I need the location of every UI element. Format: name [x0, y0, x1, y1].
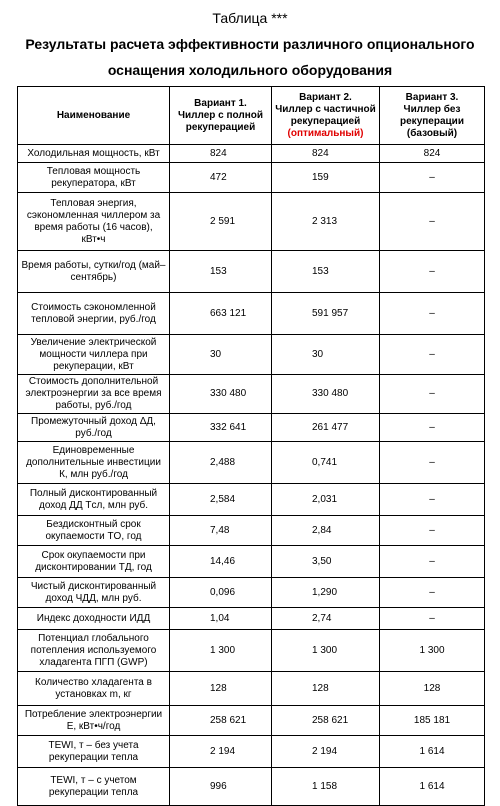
header-variant-1-line-3: рекуперацией [185, 121, 256, 133]
header-variant-2 [272, 87, 380, 145]
table-row [18, 442, 485, 484]
row-variant-2-cell: 2,031 [272, 484, 380, 516]
row-name-cell: Чистый дисконтированный доход ЧДД, млн руб. [18, 578, 170, 608]
row-name-cell: Время работы, сутки/год (май–сентябрь) [18, 251, 170, 293]
table-row [18, 608, 485, 630]
row-variant-3-cell: 1 300 [380, 630, 485, 672]
header-name: Наименование [18, 87, 170, 145]
header-variant-1-line-1: Вариант 1. [194, 97, 247, 109]
table-row [18, 293, 485, 335]
row-variant-2-cell: 258 621 [272, 706, 380, 736]
row-name-cell: Тепловая мощность рекуператора, кВт [18, 163, 170, 193]
row-variant-3-cell: – [380, 608, 485, 630]
table-row [18, 414, 485, 442]
header-variant-1 [170, 87, 272, 145]
row-variant-3-cell: – [380, 293, 485, 335]
header-variant-2-optimal-note: (оптимальный) [287, 127, 364, 139]
row-name-cell: TEWI, т – без учета рекуперации тепла [18, 736, 170, 768]
row-variant-1-cell: 824 [170, 145, 272, 163]
row-variant-1-cell: 663 121 [170, 293, 272, 335]
row-variant-2-cell: 2,84 [272, 516, 380, 546]
row-name-cell: Промежуточный доход ΔД, руб./год [18, 414, 170, 442]
row-variant-1-cell: 2,584 [170, 484, 272, 516]
row-variant-3-cell: – [380, 251, 485, 293]
row-variant-3-cell: – [380, 546, 485, 578]
row-variant-1-cell: 472 [170, 163, 272, 193]
row-variant-2-cell: 128 [272, 672, 380, 706]
row-variant-2-cell: 1 158 [272, 768, 380, 806]
header-variant-3-line-2: Чиллер без [403, 103, 461, 115]
table-row [18, 145, 485, 163]
row-variant-2-cell: 1 300 [272, 630, 380, 672]
row-variant-2-cell: 153 [272, 251, 380, 293]
row-variant-1-cell: 1 300 [170, 630, 272, 672]
table-row [18, 516, 485, 546]
row-variant-3-cell: – [380, 193, 485, 251]
row-variant-3-cell: – [380, 516, 485, 546]
row-variant-2-cell: 30 [272, 335, 380, 375]
row-variant-1-cell: 1,04 [170, 608, 272, 630]
row-variant-3-cell: 128 [380, 672, 485, 706]
row-variant-3-cell: 1 614 [380, 736, 485, 768]
row-name-cell: Индекс доходности ИДД [18, 608, 170, 630]
row-variant-1-cell: 7,48 [170, 516, 272, 546]
row-variant-1-cell: 258 621 [170, 706, 272, 736]
row-variant-2-cell: 2,74 [272, 608, 380, 630]
table-row [18, 193, 485, 251]
table-row [18, 484, 485, 516]
row-variant-2-cell: 159 [272, 163, 380, 193]
row-name-cell: Тепловая энергия, сэкономленная чиллером за время работы (16 часов), кВт•ч [18, 193, 170, 251]
row-variant-2-cell: 0,741 [272, 442, 380, 484]
row-variant-3-cell: 824 [380, 145, 485, 163]
row-name-cell: TEWI, т – с учетом рекуперации тепла [18, 768, 170, 806]
table-row [18, 375, 485, 414]
row-variant-1-cell: 2 194 [170, 736, 272, 768]
table-title-line-1: Результаты расчета эффективности различного опционального [25, 36, 475, 52]
row-variant-2-cell: 824 [272, 145, 380, 163]
row-variant-3-cell: 1 614 [380, 768, 485, 806]
row-name-cell: Стоимость дополнительной электроэнергии за все время работы, руб./год [18, 375, 170, 414]
header-variant-3-line-1: Вариант 3. [405, 91, 459, 103]
row-variant-1-cell: 153 [170, 251, 272, 293]
row-variant-2-cell: 1,290 [272, 578, 380, 608]
row-name-cell: Увеличение электрической мощности чиллера при рекуперации, кВт [18, 335, 170, 375]
row-variant-1-cell: 996 [170, 768, 272, 806]
row-name-cell: Бездисконтный срок окупаемости TО, год [18, 516, 170, 546]
header-variant-3 [380, 87, 485, 145]
header-variant-3-line-4: (базовый) [406, 127, 458, 139]
row-variant-3-cell: – [380, 414, 485, 442]
header-variant-2-line-1: Вариант 2. [299, 91, 352, 103]
row-name-cell: Холодильная мощность, кВт [18, 145, 170, 163]
row-variant-3-cell: – [380, 578, 485, 608]
results-body [18, 145, 485, 806]
header-variant-3-line-3: рекуперации [400, 115, 464, 127]
row-variant-3-cell: – [380, 335, 485, 375]
header-variant-1-line-2: Чиллер с полной [177, 109, 264, 121]
row-variant-2-cell: 261 477 [272, 414, 380, 442]
row-variant-3-cell: – [380, 484, 485, 516]
row-name-cell: Потребление электроэнергии E, кВт•ч/год [18, 706, 170, 736]
header-row [18, 87, 485, 145]
row-variant-3-cell: 185 181 [380, 706, 485, 736]
row-variant-1-cell: 330 480 [170, 375, 272, 414]
row-name-cell: Потенциал глобального потепления используемого хладагента ПГП (GWP) [18, 630, 170, 672]
header-variant-2-line-2: Чиллер с частичной [275, 103, 376, 115]
row-variant-3-cell: – [380, 163, 485, 193]
table-row [18, 578, 485, 608]
table-row [18, 768, 485, 806]
table-row [18, 736, 485, 768]
row-name-cell: Полный дисконтированный доход ДД Tсл, млн руб. [18, 484, 170, 516]
header-variant-2-line-3: рекуперацией [290, 115, 361, 127]
row-name-cell: Единовременные дополнительные инвестиции К, млн руб./год [18, 442, 170, 484]
table-title-line-2: оснащения холодильного оборудования [107, 62, 393, 78]
row-variant-2-cell: 2 194 [272, 736, 380, 768]
table-row [18, 163, 485, 193]
row-variant-3-cell: – [380, 375, 485, 414]
row-variant-1-cell: 30 [170, 335, 272, 375]
table-row [18, 706, 485, 736]
row-variant-2-cell: 591 957 [272, 293, 380, 335]
row-name-cell: Количество хладагента в установках m, кг [18, 672, 170, 706]
row-variant-3-cell: – [380, 442, 485, 484]
row-variant-1-cell: 2 591 [170, 193, 272, 251]
results-table [17, 86, 485, 806]
table-row [18, 630, 485, 672]
row-variant-2-cell: 3,50 [272, 546, 380, 578]
row-name-cell: Срок окупаемости при дисконтировании TД, год [18, 546, 170, 578]
row-variant-2-cell: 330 480 [272, 375, 380, 414]
table-caption: Таблица *** [212, 10, 288, 26]
table-row [18, 251, 485, 293]
row-name-cell: Стоимость сэкономленной тепловой энергии, руб./год [18, 293, 170, 335]
table-row [18, 546, 485, 578]
row-variant-1-cell: 0,096 [170, 578, 272, 608]
row-variant-1-cell: 2,488 [170, 442, 272, 484]
row-variant-1-cell: 128 [170, 672, 272, 706]
table-row [18, 672, 485, 706]
row-variant-1-cell: 332 641 [170, 414, 272, 442]
table-row [18, 335, 485, 375]
row-variant-2-cell: 2 313 [272, 193, 380, 251]
row-variant-1-cell: 14,46 [170, 546, 272, 578]
